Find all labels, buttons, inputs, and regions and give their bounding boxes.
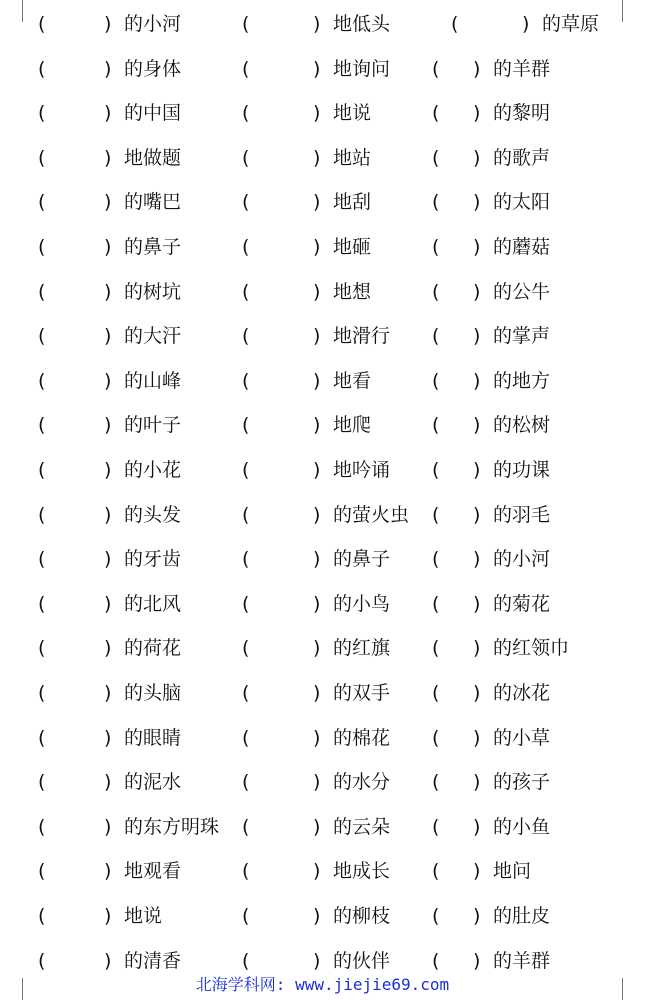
- close-paren: ): [104, 369, 112, 392]
- answer-blank[interactable]: [48, 98, 104, 128]
- answer-blank[interactable]: [442, 767, 473, 797]
- open-paren: (: [432, 637, 440, 660]
- phrase-text: 的小草: [493, 726, 551, 749]
- close-paren: ): [313, 860, 321, 883]
- answer-blank[interactable]: [442, 277, 473, 307]
- open-paren: (: [432, 325, 440, 348]
- close-paren: ): [473, 905, 481, 927]
- phrase-text: 地低头: [333, 13, 391, 35]
- close-paren: ): [313, 682, 321, 704]
- open-paren: (: [38, 905, 46, 927]
- phrase-text: 的羊群: [493, 57, 551, 80]
- phrase-text: 地爬: [333, 414, 372, 437]
- exercise-row: [0, 678, 645, 708]
- answer-blank[interactable]: [442, 901, 473, 931]
- open-paren: (: [242, 191, 250, 214]
- open-paren: (: [432, 503, 440, 526]
- close-paren: ): [473, 503, 481, 526]
- close-paren: ): [473, 459, 481, 481]
- open-paren: (: [38, 860, 46, 883]
- open-paren: (: [38, 236, 46, 258]
- phrase-text: 的草原: [542, 13, 600, 35]
- phrase-text: 的水分: [333, 771, 391, 794]
- phrase-text: 的鼻子: [333, 548, 391, 571]
- phrase-text: 的头发: [124, 503, 182, 526]
- answer-blank[interactable]: [252, 723, 313, 753]
- answer-blank[interactable]: [48, 455, 104, 485]
- open-paren: (: [242, 905, 250, 927]
- phrase-text: 的小河: [493, 548, 551, 571]
- close-paren: ): [104, 325, 112, 348]
- open-paren: (: [242, 102, 250, 125]
- close-paren: ): [104, 637, 112, 660]
- open-paren: (: [432, 949, 440, 972]
- phrase-text: 的小鱼: [493, 815, 551, 838]
- close-paren: ): [473, 592, 481, 615]
- exercise-row: [0, 767, 645, 797]
- phrase-text: 地说: [333, 102, 372, 125]
- open-paren: (: [38, 13, 46, 35]
- answer-blank[interactable]: [442, 410, 473, 440]
- answer-blank[interactable]: [48, 54, 104, 84]
- phrase-text: 的小花: [124, 459, 182, 481]
- answer-blank[interactable]: [48, 277, 104, 307]
- close-paren: ): [104, 726, 112, 749]
- close-paren: ): [473, 815, 481, 838]
- answer-blank[interactable]: [442, 232, 473, 262]
- exercise-row: [0, 633, 645, 663]
- open-paren: (: [38, 637, 46, 660]
- open-paren: (: [242, 503, 250, 526]
- open-paren: (: [432, 905, 440, 927]
- close-paren: ): [473, 771, 481, 794]
- exercise-row: [0, 856, 645, 886]
- phrase-text: 的孩子: [493, 771, 551, 794]
- close-paren: ): [473, 726, 481, 749]
- open-paren: (: [242, 949, 250, 972]
- open-paren: (: [38, 548, 46, 571]
- answer-blank[interactable]: [48, 366, 104, 396]
- close-paren: ): [313, 280, 321, 303]
- phrase-text: 地观看: [124, 860, 182, 883]
- phrase-text: 的红领巾: [493, 637, 570, 660]
- answer-blank[interactable]: [252, 366, 313, 396]
- phrase-text: 的柳枝: [333, 905, 391, 927]
- exercise-row: [0, 410, 645, 440]
- exercise-row: [0, 723, 645, 753]
- close-paren: ): [473, 146, 481, 169]
- phrase-text: 的棉花: [333, 726, 391, 749]
- answer-blank[interactable]: [48, 901, 104, 931]
- answer-blank[interactable]: [442, 723, 473, 753]
- answer-blank[interactable]: [48, 633, 104, 663]
- phrase-text: 的地方: [493, 369, 551, 392]
- close-paren: ): [104, 592, 112, 615]
- phrase-text: 的黎明: [493, 102, 551, 125]
- answer-blank[interactable]: [442, 500, 473, 530]
- phrase-text: 地砸: [333, 236, 372, 258]
- phrase-text: 的菊花: [493, 592, 551, 615]
- phrase-text: 的荷花: [124, 637, 182, 660]
- close-paren: ): [104, 503, 112, 526]
- exercise-row: [0, 901, 645, 931]
- open-paren: (: [432, 726, 440, 749]
- close-paren: ): [104, 905, 112, 927]
- open-paren: (: [432, 592, 440, 615]
- answer-blank[interactable]: [442, 366, 473, 396]
- open-paren: (: [242, 592, 250, 615]
- open-paren: (: [242, 369, 250, 392]
- open-paren: (: [242, 548, 250, 571]
- phrase-text: 地询问: [333, 57, 391, 80]
- answer-blank[interactable]: [48, 812, 104, 842]
- close-paren: ): [313, 905, 321, 927]
- open-paren: (: [242, 280, 250, 303]
- answer-blank[interactable]: [442, 544, 473, 574]
- open-paren: (: [38, 414, 46, 437]
- answer-blank[interactable]: [442, 678, 473, 708]
- exercise-row: [0, 98, 645, 128]
- open-paren: (: [38, 815, 46, 838]
- phrase-text: 的红旗: [333, 637, 391, 660]
- phrase-text: 的大汗: [124, 325, 182, 348]
- exercise-row: [0, 9, 645, 39]
- open-paren: (: [38, 191, 46, 214]
- close-paren: ): [473, 102, 481, 125]
- answer-blank[interactable]: [252, 633, 313, 663]
- close-paren: ): [313, 637, 321, 660]
- open-paren: (: [242, 815, 250, 838]
- phrase-text: 地做题: [124, 146, 182, 169]
- phrase-text: 的叶子: [124, 414, 182, 437]
- phrase-text: 的北风: [124, 592, 182, 615]
- answer-blank[interactable]: [252, 678, 313, 708]
- phrase-text: 的松树: [493, 414, 551, 437]
- answer-blank[interactable]: [442, 143, 473, 173]
- open-paren: (: [242, 459, 250, 481]
- close-paren: ): [313, 503, 321, 526]
- answer-blank[interactable]: [48, 500, 104, 530]
- close-paren: ): [313, 726, 321, 749]
- open-paren: (: [432, 369, 440, 392]
- open-paren: (: [242, 860, 250, 883]
- close-paren: ): [313, 13, 321, 35]
- open-paren: (: [242, 57, 250, 80]
- close-paren: ): [313, 815, 321, 838]
- open-paren: (: [432, 682, 440, 704]
- open-paren: (: [242, 637, 250, 660]
- phrase-text: 的眼睛: [124, 726, 182, 749]
- close-paren: ): [104, 815, 112, 838]
- open-paren: (: [432, 102, 440, 125]
- phrase-text: 地滑行: [333, 325, 391, 348]
- close-paren: ): [104, 280, 112, 303]
- phrase-text: 地刮: [333, 191, 372, 214]
- phrase-text: 地说: [124, 905, 163, 927]
- answer-blank[interactable]: [48, 410, 104, 440]
- answer-blank[interactable]: [252, 277, 313, 307]
- exercise-row: [0, 589, 645, 619]
- phrase-text: 的羽毛: [493, 503, 551, 526]
- close-paren: ): [313, 414, 321, 437]
- answer-blank[interactable]: [442, 187, 473, 217]
- exercise-row: [0, 544, 645, 574]
- phrase-text: 地看: [333, 369, 372, 392]
- phrase-text: 地问: [493, 860, 532, 883]
- phrase-text: 的嘴巴: [124, 191, 182, 214]
- close-paren: ): [104, 771, 112, 794]
- exercise-row: [0, 143, 645, 173]
- answer-blank[interactable]: [442, 54, 473, 84]
- open-paren: (: [242, 13, 250, 35]
- answer-blank[interactable]: [48, 678, 104, 708]
- close-paren: ): [473, 236, 481, 258]
- close-paren: ): [473, 280, 481, 303]
- open-paren: (: [38, 280, 46, 303]
- open-paren: (: [38, 369, 46, 392]
- exercise-row: [0, 812, 645, 842]
- answer-blank[interactable]: [252, 54, 313, 84]
- phrase-text: 的伙伴: [333, 949, 391, 972]
- phrase-text: 的羊群: [493, 949, 551, 972]
- open-paren: (: [242, 726, 250, 749]
- phrase-text: 的泥水: [124, 771, 182, 794]
- close-paren: ): [473, 57, 481, 80]
- close-paren: ): [104, 860, 112, 883]
- close-paren: ): [313, 146, 321, 169]
- open-paren: (: [242, 236, 250, 258]
- open-paren: (: [38, 592, 46, 615]
- answer-blank[interactable]: [442, 812, 473, 842]
- close-paren: ): [473, 949, 481, 972]
- answer-blank[interactable]: [252, 901, 313, 931]
- open-paren: (: [38, 949, 46, 972]
- exercise-row: [0, 54, 645, 84]
- phrase-text: 的肚皮: [493, 905, 551, 927]
- answer-blank[interactable]: [48, 589, 104, 619]
- open-paren: (: [38, 503, 46, 526]
- phrase-text: 的东方明珠: [124, 815, 220, 838]
- close-paren: ): [473, 637, 481, 660]
- exercise-row: [0, 455, 645, 485]
- phrase-text: 的冰花: [493, 682, 551, 704]
- open-paren: (: [38, 146, 46, 169]
- answer-blank[interactable]: [48, 856, 104, 886]
- exercise-row: [0, 277, 645, 307]
- answer-blank[interactable]: [442, 321, 473, 351]
- close-paren: ): [104, 102, 112, 125]
- open-paren: (: [242, 414, 250, 437]
- crop-mark: [622, 978, 645, 1000]
- open-paren: (: [242, 325, 250, 348]
- open-paren: (: [432, 459, 440, 481]
- footer-watermark: 北海学科网: www.jiejie69.com: [195, 975, 450, 994]
- close-paren: ): [104, 236, 112, 258]
- phrase-text: 的鼻子: [124, 236, 182, 258]
- crop-mark: [0, 978, 23, 1000]
- open-paren: (: [38, 102, 46, 125]
- phrase-text: 地站: [333, 146, 372, 169]
- phrase-text: 地吟诵: [333, 459, 391, 481]
- phrase-text: 的小河: [124, 13, 182, 35]
- open-paren: (: [432, 191, 440, 214]
- open-paren: (: [242, 682, 250, 704]
- answer-blank[interactable]: [252, 544, 313, 574]
- close-paren: ): [473, 325, 481, 348]
- close-paren: ): [473, 191, 481, 214]
- open-paren: (: [38, 57, 46, 80]
- exercise-row: [0, 366, 645, 396]
- open-paren: (: [38, 682, 46, 704]
- answer-blank[interactable]: [252, 143, 313, 173]
- open-paren: (: [38, 726, 46, 749]
- answer-blank[interactable]: [252, 856, 313, 886]
- open-paren: (: [432, 548, 440, 571]
- close-paren: ): [313, 459, 321, 481]
- open-paren: (: [432, 771, 440, 794]
- phrase-text: 的清香: [124, 949, 182, 972]
- phrase-text: 的头脑: [124, 682, 182, 704]
- answer-blank[interactable]: [48, 143, 104, 173]
- close-paren: ): [313, 236, 321, 258]
- open-paren: (: [432, 414, 440, 437]
- answer-blank[interactable]: [252, 767, 313, 797]
- open-paren: (: [432, 815, 440, 838]
- close-paren: ): [522, 13, 530, 35]
- answer-blank[interactable]: [48, 723, 104, 753]
- answer-blank[interactable]: [442, 98, 473, 128]
- phrase-text: 的云朵: [333, 815, 391, 838]
- answer-blank[interactable]: [252, 232, 313, 262]
- answer-blank[interactable]: [48, 544, 104, 574]
- close-paren: ): [104, 146, 112, 169]
- phrase-text: 的身体: [124, 57, 182, 80]
- answer-blank[interactable]: [48, 321, 104, 351]
- open-paren: (: [38, 325, 46, 348]
- answer-blank[interactable]: [442, 589, 473, 619]
- open-paren: (: [432, 146, 440, 169]
- open-paren: (: [38, 459, 46, 481]
- exercise-row: [0, 187, 645, 217]
- phrase-text: 的蘑菇: [493, 236, 551, 258]
- phrase-text: 的双手: [333, 682, 391, 704]
- exercise-row: [0, 232, 645, 262]
- phrase-text: 的中国: [124, 102, 182, 125]
- close-paren: ): [104, 548, 112, 571]
- phrase-text: 的太阳: [493, 191, 551, 214]
- close-paren: ): [313, 771, 321, 794]
- phrase-text: 的小鸟: [333, 592, 391, 615]
- exercise-row: [0, 321, 645, 351]
- close-paren: ): [473, 414, 481, 437]
- answer-blank[interactable]: [252, 187, 313, 217]
- close-paren: ): [104, 13, 112, 35]
- answer-blank[interactable]: [442, 633, 473, 663]
- open-paren: (: [432, 280, 440, 303]
- answer-blank[interactable]: [48, 232, 104, 262]
- phrase-text: 的功课: [493, 459, 551, 481]
- close-paren: ): [313, 548, 321, 571]
- answer-blank[interactable]: [252, 98, 313, 128]
- phrase-text: 的萤火虫: [333, 503, 410, 526]
- open-paren: (: [432, 236, 440, 258]
- answer-blank[interactable]: [48, 767, 104, 797]
- answer-blank[interactable]: [252, 410, 313, 440]
- close-paren: ): [473, 682, 481, 704]
- phrase-text: 的树坑: [124, 280, 182, 303]
- open-paren: (: [432, 860, 440, 883]
- open-paren: (: [451, 13, 459, 35]
- close-paren: ): [313, 325, 321, 348]
- open-paren: (: [242, 146, 250, 169]
- answer-blank[interactable]: [252, 321, 313, 351]
- close-paren: ): [473, 860, 481, 883]
- close-paren: ): [104, 414, 112, 437]
- phrase-text: 地想: [333, 280, 372, 303]
- close-paren: ): [313, 369, 321, 392]
- phrase-text: 地成长: [333, 860, 391, 883]
- answer-blank[interactable]: [442, 856, 473, 886]
- exercise-row: [0, 500, 645, 530]
- close-paren: ): [313, 102, 321, 125]
- open-paren: (: [432, 57, 440, 80]
- answer-blank[interactable]: [48, 9, 104, 39]
- answer-blank[interactable]: [252, 812, 313, 842]
- phrase-text: 的牙齿: [124, 548, 182, 571]
- answer-blank[interactable]: [252, 589, 313, 619]
- answer-blank[interactable]: [252, 9, 313, 39]
- close-paren: ): [473, 369, 481, 392]
- phrase-text: 的掌声: [493, 325, 551, 348]
- close-paren: ): [313, 592, 321, 615]
- answer-blank[interactable]: [252, 455, 313, 485]
- phrase-text: 的山峰: [124, 369, 182, 392]
- answer-blank[interactable]: [252, 500, 313, 530]
- close-paren: ): [104, 459, 112, 481]
- close-paren: ): [104, 682, 112, 704]
- open-paren: (: [242, 771, 250, 794]
- phrase-text: 的公牛: [493, 280, 551, 303]
- answer-blank[interactable]: [48, 187, 104, 217]
- close-paren: ): [313, 949, 321, 972]
- open-paren: (: [38, 771, 46, 794]
- close-paren: ): [473, 548, 481, 571]
- close-paren: ): [104, 949, 112, 972]
- answer-blank[interactable]: [442, 455, 473, 485]
- answer-blank[interactable]: [461, 9, 522, 39]
- phrase-text: 的歌声: [493, 146, 551, 169]
- close-paren: ): [313, 57, 321, 80]
- close-paren: ): [104, 191, 112, 214]
- close-paren: ): [313, 191, 321, 214]
- close-paren: ): [104, 57, 112, 80]
